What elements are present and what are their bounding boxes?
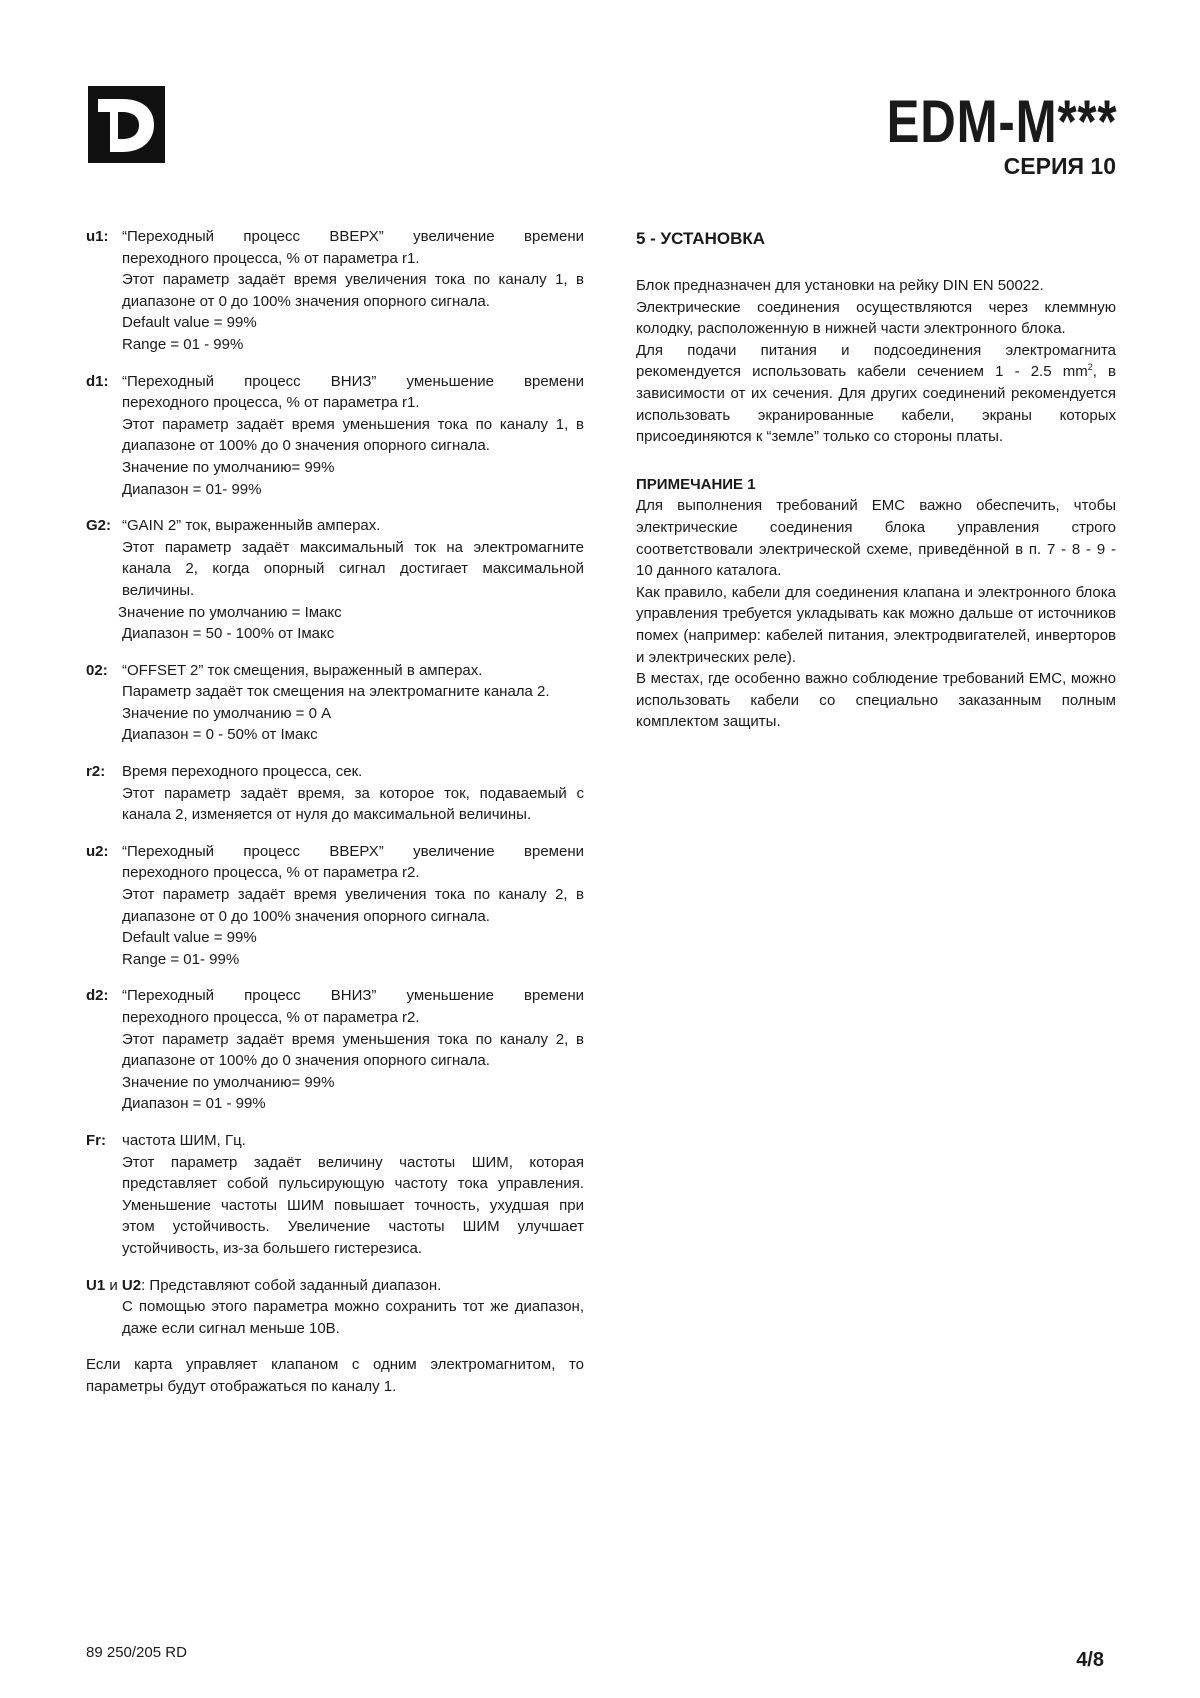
- param-tag: U2: [121, 1276, 142, 1294]
- param-description: Этот параметр задаёт время увеличения тока по каналу 1, в диапазоне от 0 до 100% значения опорного сигнала.: [122, 271, 584, 310]
- note-title: ПРИМЕЧАНИЕ 1: [636, 475, 756, 493]
- install-paragraph: Блок предназначен для установки на рейку DIN EN 50022.: [636, 277, 1044, 294]
- param-heading: : Представляют собой заданный диапазон.: [141, 1276, 442, 1294]
- param-range: Range = 01 - 99%: [122, 335, 244, 353]
- param-range: Диапазон = 0 - 50% от Iмакс: [122, 726, 318, 744]
- param-description: С помощью этого параметра можно сохранить тот же диапазон, даже если сигнал меньше 10В.: [122, 1298, 584, 1337]
- product-title: EDM-M***: [886, 88, 1117, 155]
- param-line: переходного процесса, % от параметра r1.: [122, 394, 420, 412]
- page-number: 4/8: [1076, 1649, 1104, 1671]
- installation-column: [636, 226, 1116, 733]
- param-heading: “GAIN 2” ток, выраженныйв амперах.: [122, 517, 381, 535]
- install-paragraph: Для подачи питания и подсоединения электромагнита рекомендуется использовать кабели сечением 1 - 2.5 $mm^2$, в зависимости от их сечения. Для других соединений рекомендуется использовать экранированные кабели, экраны которых присоединяются к “земле” только со стороны платы.: [636, 341, 1116, 446]
- closing-note: Если карта управляет клапаном с одним электромагнитом, то параметры будут отображаться по каналу 1.: [86, 1356, 584, 1395]
- param-description: Этот параметр задаёт величину частоты ШИМ, которая представляет собой пульсирующую частоту тока управления. Уменьшение частоты ШИМ повышает точность, ухудшая при этом устойчивость. Увеличение частоты ШИМ улучшает устойчивость, из-за большего гистерезиса.: [122, 1153, 584, 1257]
- param-range: Диапазон = 01- 99%: [122, 480, 262, 498]
- param-g2: [86, 515, 584, 645]
- param-02: [86, 660, 584, 746]
- param-heading: “Переходный процесс ВНИЗ” уменьшение времени: [122, 987, 584, 1005]
- param-heading: “Переходный процесс ВНИЗ” уменьшение времени: [122, 372, 584, 390]
- param-description: Этот параметр задаёт время уменьшения тока по каналу 2, в диапазоне от 100% до 0 значения опорного сигнала.: [122, 1030, 584, 1070]
- param-u1-u2: [86, 1275, 584, 1340]
- param-d2: [86, 985, 584, 1115]
- param-tag: u2:: [86, 842, 109, 860]
- param-and: и: [105, 1276, 122, 1294]
- param-description: Этот параметр задаёт время уменьшения тока по каналу 1, в диапазоне от 100% до 0 значения опорного сигнала.: [122, 415, 584, 455]
- param-line: переходного процесса, % от параметра r2.: [122, 1009, 420, 1026]
- param-u1: [86, 226, 584, 356]
- param-description: Этот параметр задаёт время, за которое ток, подаваемый с канала 2, изменяется от нуля до максимальной величины.: [122, 784, 584, 824]
- note-paragraph: Для выполнения требований ЕМС важно обеспечить, чтобы электрические соединения блока управления строго соответствовали электрической схеме, приведённой в п. 7 - 8 - 9 - 10 данного каталога.: [636, 497, 1116, 580]
- param-tag: d1:: [86, 372, 109, 390]
- param-default: Default value = 99%: [122, 314, 257, 332]
- param-line: переходного процесса, % от параметра r1.: [122, 249, 420, 267]
- param-range: Диапазон = 01 - 99%: [122, 1095, 266, 1113]
- param-default: Default value = 99%: [122, 929, 257, 947]
- param-range: Range = 01- 99%: [122, 950, 240, 968]
- param-heading: Время переходного процесса, сек.: [122, 763, 363, 781]
- document-code: 89 250/205 RD: [86, 1644, 187, 1661]
- parameters-column: [86, 226, 584, 1413]
- param-r2: [86, 761, 584, 826]
- product-series: СЕРИЯ 10: [1003, 153, 1116, 179]
- param-tag: 02:: [86, 661, 108, 679]
- param-tag: G2:: [86, 517, 112, 535]
- param-default: Значение по умолчанию = Iмакс: [118, 603, 342, 621]
- param-tag: Fr:: [86, 1131, 106, 1149]
- duplomatic-logo-icon: [88, 86, 165, 163]
- note-paragraph: Как правило, кабели для соединения клапана и электронного блока управления требуется укладывать как можно дальше от источников помех (например: кабелей питания, электродвигателей, инверторов и электрических реле).: [636, 583, 1116, 666]
- param-fr: [86, 1130, 584, 1260]
- param-default: Значение по умолчанию= 99%: [122, 1073, 335, 1091]
- superscript: 2: [1087, 362, 1093, 373]
- param-tag: U1: [86, 1276, 106, 1294]
- param-u2: [86, 841, 584, 971]
- section-title: 5 - УСТАНОВКА: [636, 229, 766, 248]
- param-heading: “Переходный процесс ВВЕРХ” увеличение времени: [122, 228, 584, 245]
- param-heading: “Переходный процесс ВВЕРХ” увеличение времени: [122, 842, 584, 860]
- param-default: Значение по умолчанию= 99%: [122, 458, 335, 476]
- param-tag: r2:: [86, 763, 106, 781]
- param-heading: “OFFSET 2” ток смещения, выраженный в амперах.: [122, 661, 483, 679]
- param-default: Значение по умолчанию = 0 А: [122, 704, 332, 722]
- param-description: Этот параметр задаёт время увеличения тока по каналу 2, в диапазоне от 0 до 100% значения опорного сигнала.: [122, 886, 584, 925]
- param-description: Параметр задаёт ток смещения на электромагните канала 2.: [122, 683, 550, 701]
- install-paragraph: Электрические соединения осуществляются через клеммную колодку, расположенную в нижней части электронного блока.: [636, 298, 1116, 338]
- param-heading: частота ШИМ, Гц.: [122, 1131, 246, 1149]
- param-line: переходного процесса, % от параметра r2.: [122, 864, 420, 882]
- param-tag: d2:: [86, 987, 109, 1005]
- param-description: Этот параметр задаёт максимальный ток на электромагните канала 2, когда опорный сигнал достигает максимальной величины.: [122, 538, 584, 599]
- param-d1: [86, 371, 584, 501]
- param-range: Диапазон = 50 - 100% от Iмакс: [122, 625, 335, 643]
- note-paragraph: В местах, где особенно важно соблюдение требований ЕМС, можно использовать кабели со специально заказанным полным комплектом защиты.: [636, 670, 1116, 731]
- param-tag: u1:: [86, 228, 109, 245]
